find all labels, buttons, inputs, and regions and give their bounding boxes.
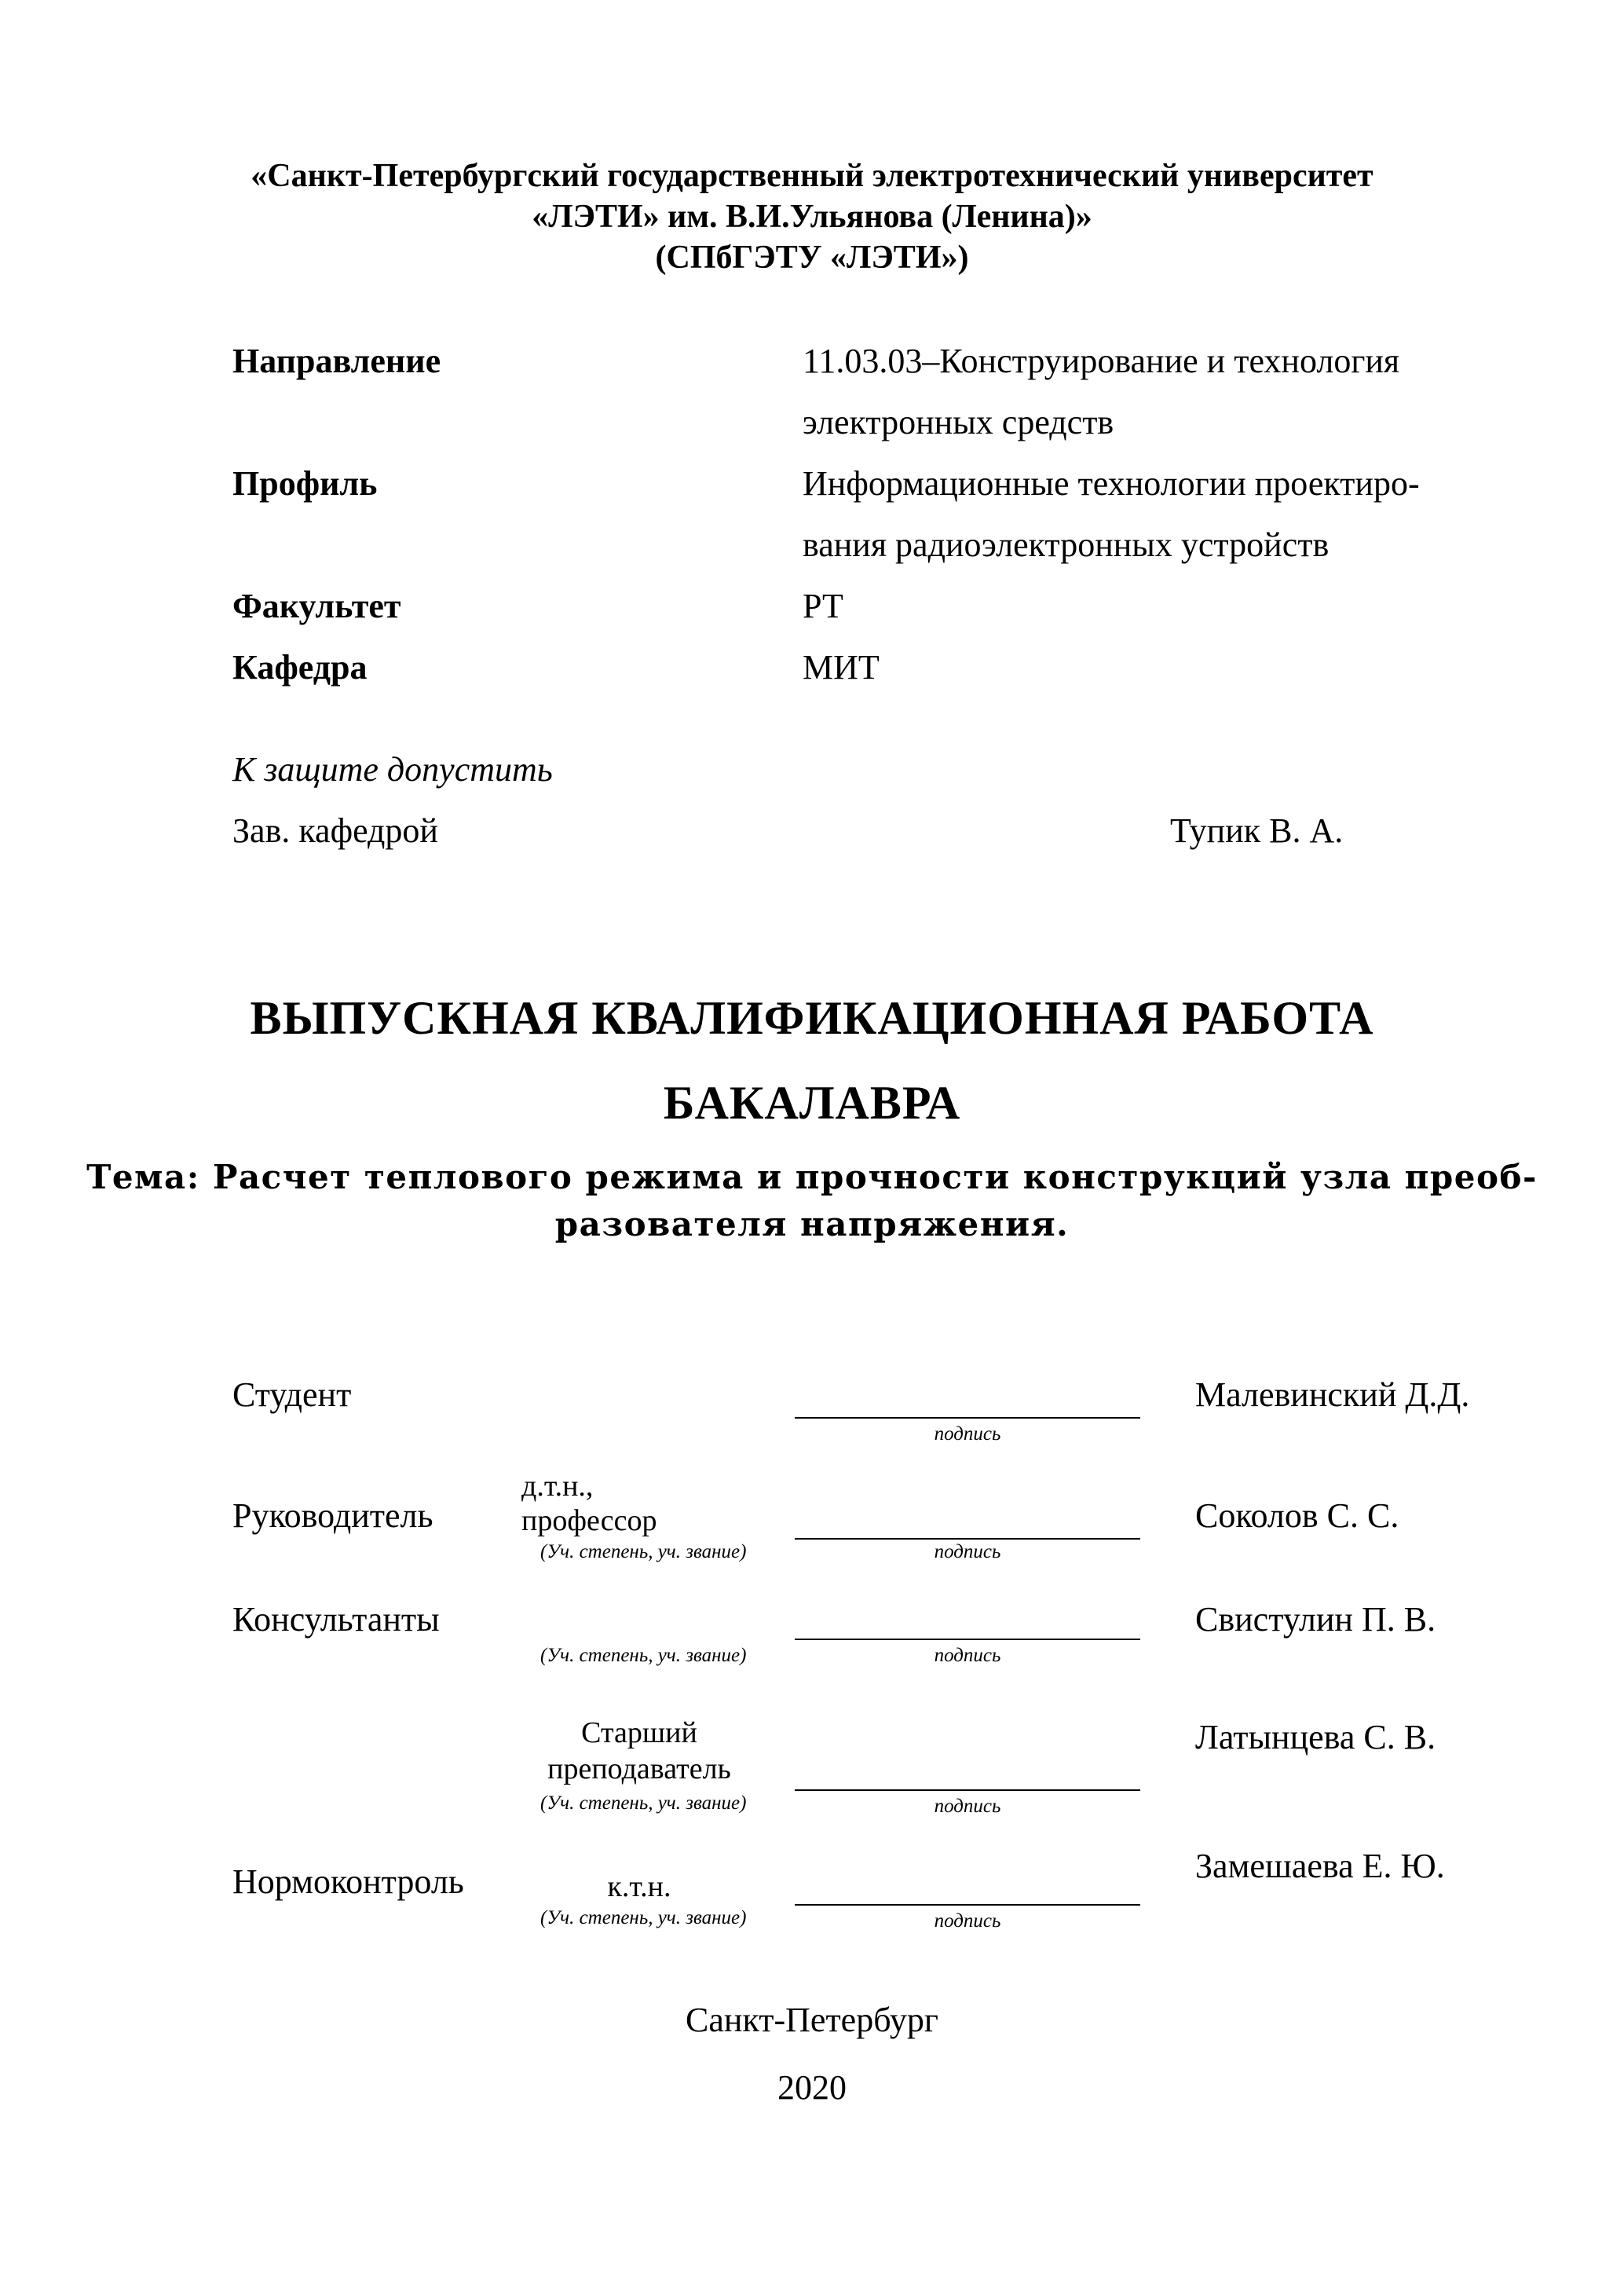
direction-value-line1: 11.03.03–Конструирование и технология <box>803 342 1400 380</box>
profile-label: Профиль <box>232 464 378 503</box>
supervisor-degree-note: (Уч. степень, уч. звание) <box>540 1541 747 1562</box>
university-abbreviation: (СПбГЭТУ «ЛЭТИ») <box>655 240 969 276</box>
admission-label: К защите допустить <box>232 750 553 789</box>
supervisor-degree-line2: профессор <box>521 1504 657 1537</box>
direction-label: Направление <box>232 342 441 380</box>
direction-value-line2: электронных средств <box>803 403 1114 441</box>
consultant2-degree-line1: Старший <box>581 1716 697 1749</box>
student-role: Студент <box>232 1375 352 1414</box>
normcontrol-name: Замешаева Е. Ю. <box>1195 1847 1445 1885</box>
normcontrol-signature-note: подпись <box>934 1910 1001 1932</box>
supervisor-name: Соколов С. С. <box>1195 1496 1399 1535</box>
department-label: Кафедра <box>232 648 368 687</box>
normcontrol-signature-line <box>795 1904 1140 1906</box>
student-name: Малевинский Д.Д. <box>1195 1375 1470 1414</box>
consultants-role: Консультанты <box>232 1600 440 1639</box>
university-name-line1: «Санкт-Петербургский государственный электротехнический университет <box>251 158 1373 194</box>
topic-line2: разователя напряжения. <box>554 1205 1070 1243</box>
consultant2-degree-line2: преподаватель <box>547 1752 731 1785</box>
supervisor-signature-note: подпись <box>934 1541 1001 1562</box>
consultant1-signature-line <box>795 1639 1140 1640</box>
department-value: МИТ <box>803 648 880 687</box>
consultant1-signature-note: подпись <box>934 1645 1001 1666</box>
consultant2-signature-note: подпись <box>934 1796 1001 1817</box>
student-signature-line <box>795 1417 1140 1419</box>
topic-line1: Тема: Расчет теплового режима и прочности конструкций узла преоб- <box>86 1158 1538 1196</box>
supervisor-role: Руководитель <box>232 1496 433 1535</box>
head-of-department-name: Тупик В. А. <box>1170 811 1344 850</box>
supervisor-degree-line1: д.т.н., <box>521 1470 594 1503</box>
consultant2-degree-note: (Уч. степень, уч. звание) <box>540 1792 747 1814</box>
faculty-value: РТ <box>803 587 843 625</box>
profile-value-line2: вания радиоэлектронных устройств <box>803 525 1330 564</box>
document-title-line1: ВЫПУСКНАЯ КВАЛИФИКАЦИОННАЯ РАБОТА <box>250 992 1374 1044</box>
normcontrol-degree: к.т.н. <box>607 1870 671 1903</box>
normcontrol-role: Нормоконтроль <box>232 1862 464 1901</box>
head-of-department-label: Зав. кафедрой <box>232 811 438 850</box>
consultant2-signature-line <box>795 1789 1140 1791</box>
normcontrol-degree-note: (Уч. степень, уч. звание) <box>540 1907 747 1928</box>
supervisor-signature-line <box>795 1538 1140 1540</box>
consultant1-degree-note: (Уч. степень, уч. звание) <box>540 1645 747 1666</box>
consultant1-name: Свистулин П. В. <box>1195 1600 1436 1639</box>
profile-value-line1: Информационные технологии проектиро- <box>803 464 1420 503</box>
student-signature-note: подпись <box>934 1423 1001 1445</box>
year: 2020 <box>777 2068 847 2107</box>
document-title-line2: БАКАЛАВРА <box>663 1077 961 1129</box>
university-name-line2: «ЛЭТИ» им. В.И.Ульянова (Ленина)» <box>532 199 1092 235</box>
consultant2-name: Латынцева С. В. <box>1195 1718 1436 1756</box>
faculty-label: Факультет <box>232 587 401 625</box>
city: Санкт-Петербург <box>686 2001 938 2039</box>
